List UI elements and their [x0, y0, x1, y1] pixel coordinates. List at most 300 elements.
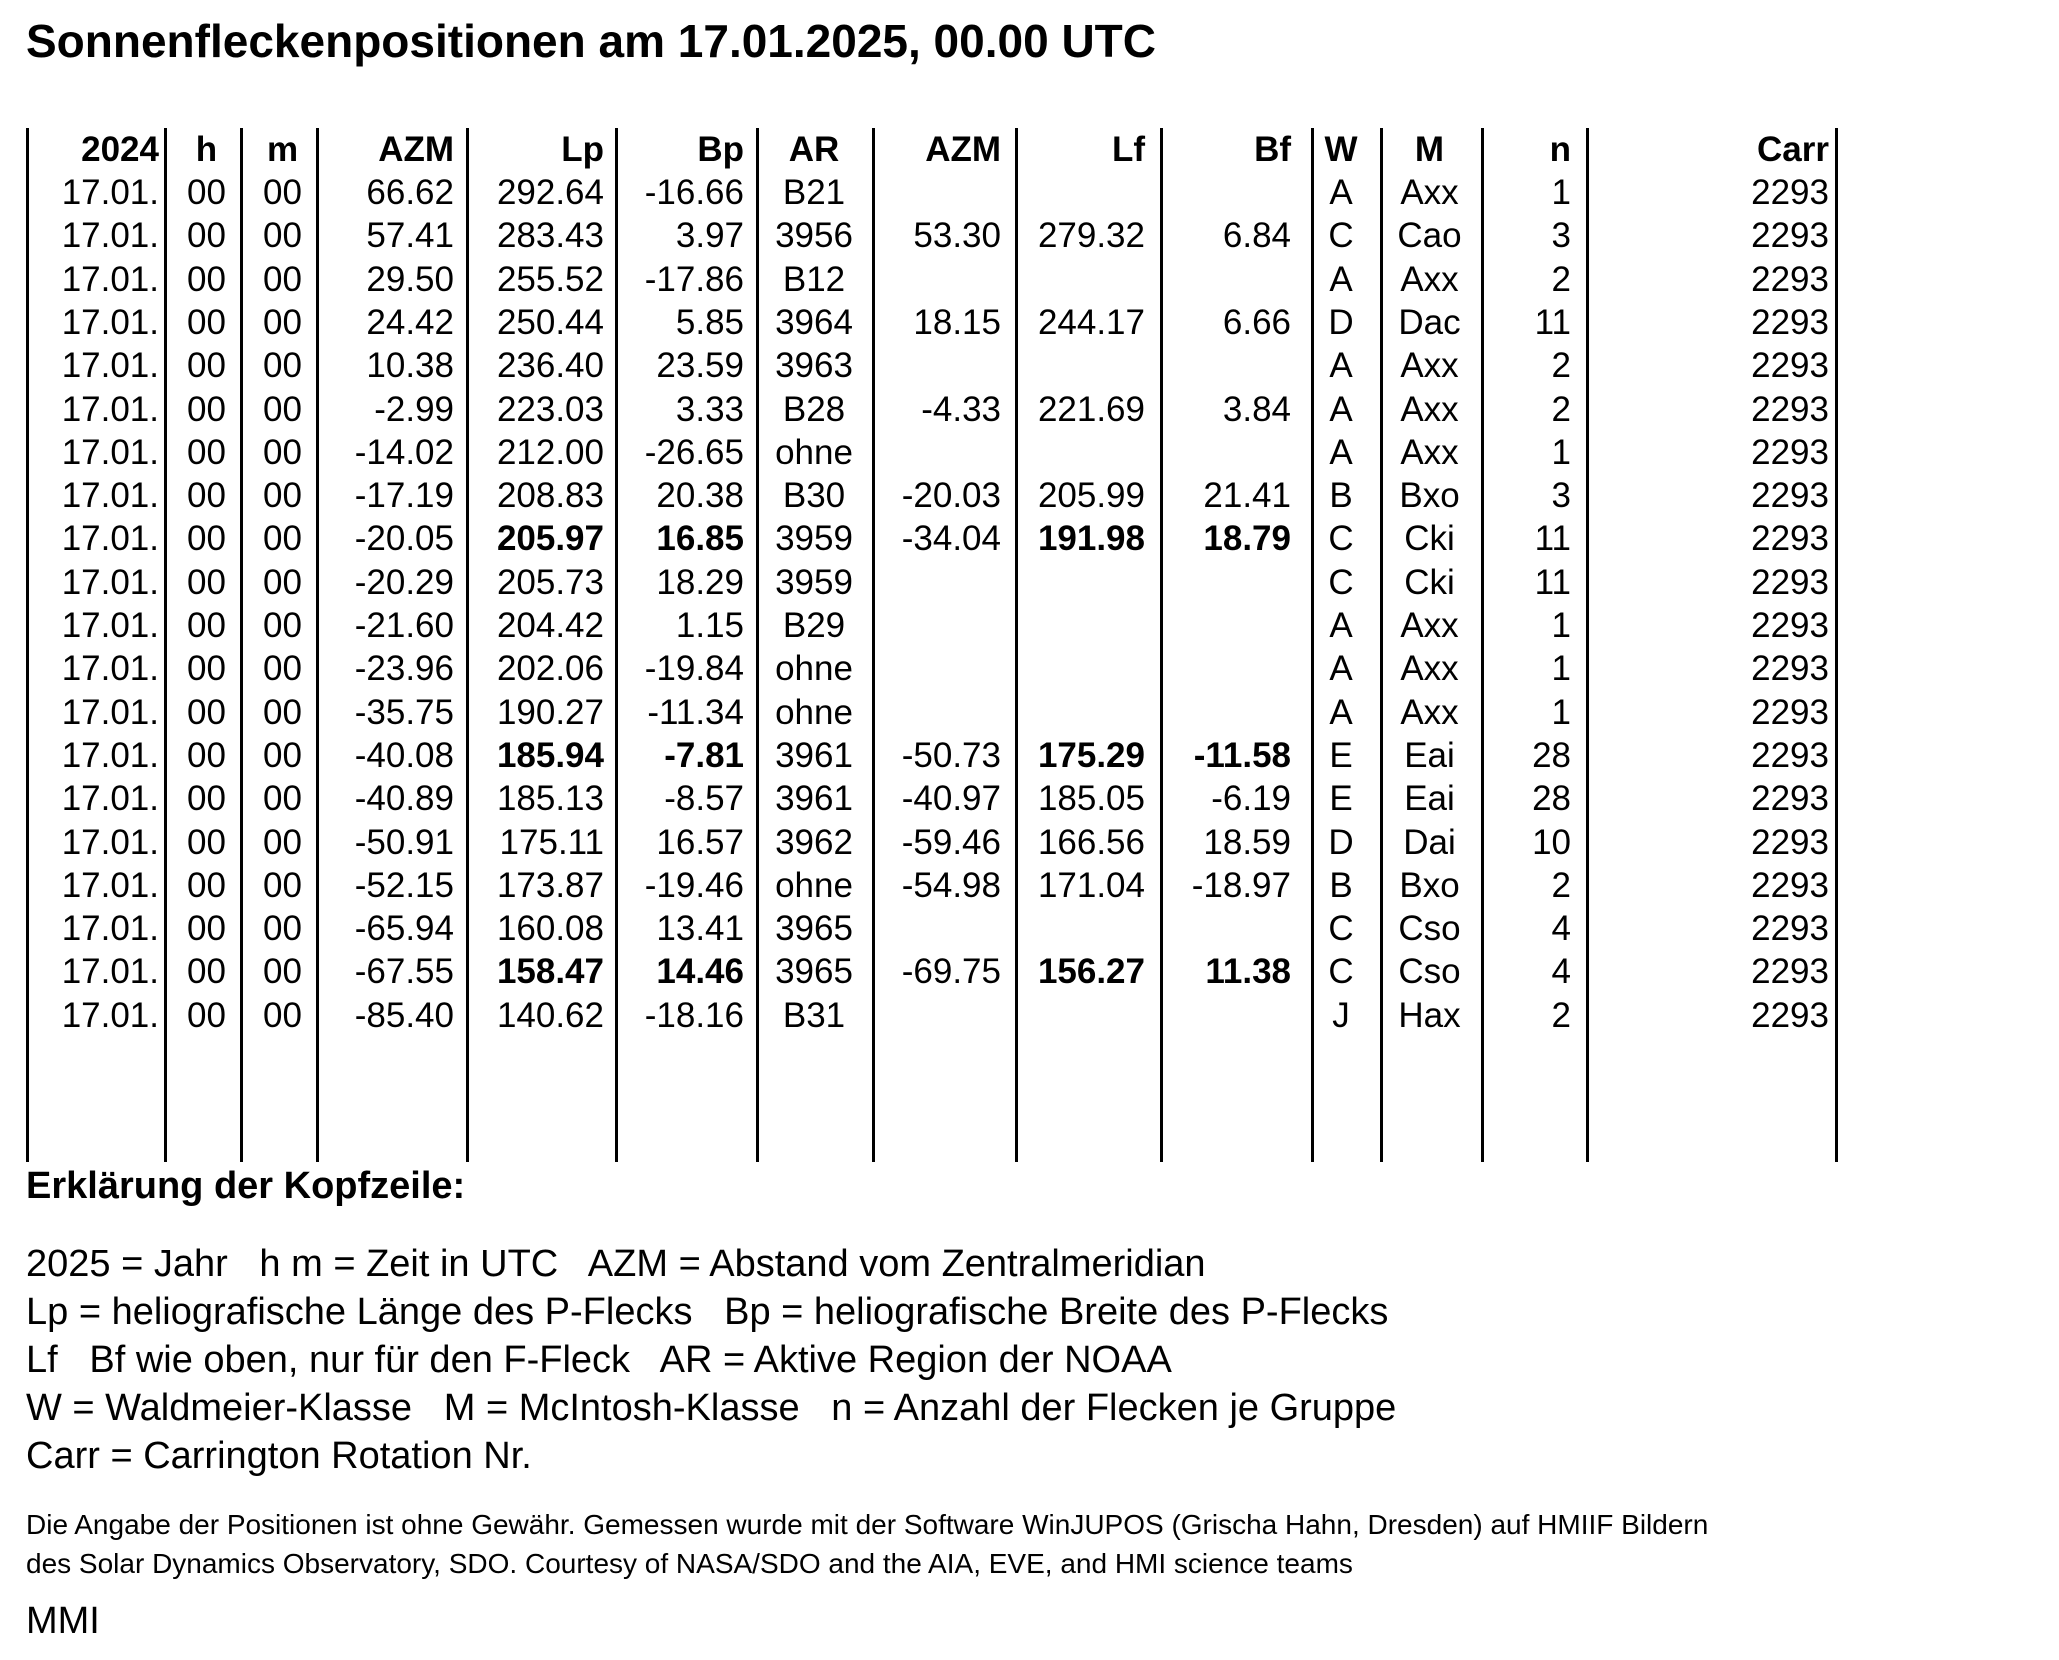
- table-cell: 2293: [1751, 735, 1829, 775]
- table-cell: 17.01.: [61, 952, 159, 992]
- table-cell: 00: [263, 259, 302, 299]
- table-cell: 00: [187, 909, 226, 949]
- table-row: [29, 950, 1847, 993]
- disclaimer-note: [26, 1505, 1708, 1583]
- table-cell: -20.03: [901, 476, 1001, 516]
- table-cell: 3: [1551, 476, 1571, 516]
- table-cell: 166.56: [1037, 822, 1145, 862]
- table-cell: 20.38: [656, 476, 744, 516]
- table-cell: 279.32: [1037, 216, 1145, 256]
- table-cell: 16.85: [656, 519, 744, 559]
- table-cell: [875, 258, 1001, 301]
- table-cell: Axx: [1400, 389, 1459, 429]
- table-cell: -2.99: [374, 389, 454, 429]
- table-cell: 2293: [1751, 692, 1829, 732]
- table-cell: 18.79: [1203, 519, 1291, 559]
- table-cell: -20.29: [354, 562, 454, 602]
- table-cell: Dai: [1403, 822, 1456, 862]
- table-cell: 00: [187, 562, 226, 602]
- table-cell: 223.03: [496, 389, 604, 429]
- legend-line: Lf Bf wie oben, nur für den F-Fleck AR = Aktive Region der NOAA: [26, 1339, 1172, 1381]
- table-cell: 208.83: [496, 476, 604, 516]
- table-cell: -16.66: [644, 173, 744, 212]
- note-line: des Solar Dynamics Observatory, SDO. Courtesy of NASA/SDO and the AIA, EVE, and HMI science teams: [26, 1548, 1353, 1579]
- table-cell: 16.57: [656, 822, 744, 862]
- table-cell: 2293: [1751, 822, 1829, 862]
- table-cell: 1: [1551, 432, 1571, 472]
- column-header: AZM: [925, 130, 1001, 169]
- table-cell: 2293: [1751, 562, 1829, 602]
- table-cell: 23.59: [656, 346, 744, 386]
- table-cell: [1019, 691, 1145, 734]
- table-cell: 00: [187, 692, 226, 732]
- sunspot-table: [26, 128, 1847, 1162]
- table-cell: 00: [187, 606, 226, 645]
- table-cell: 29.50: [366, 259, 454, 299]
- table-cell: 283.43: [496, 216, 604, 256]
- table-cell: 2293: [1751, 606, 1829, 645]
- table-cell: Axx: [1400, 173, 1459, 212]
- table-cell: Eai: [1404, 779, 1455, 819]
- table-cell: -52.15: [354, 865, 454, 905]
- table-cell: -8.57: [664, 779, 744, 819]
- table-cell: -40.97: [901, 779, 1001, 819]
- table-cell: 3962: [775, 822, 853, 862]
- table-cell: A: [1329, 606, 1353, 645]
- table-cell: [875, 344, 1001, 387]
- table-cell: 00: [263, 302, 302, 342]
- table-cell: -26.65: [644, 432, 744, 472]
- table-cell: 00: [263, 692, 302, 732]
- table-cell: 173.87: [496, 865, 604, 905]
- table-cell: 2: [1551, 259, 1571, 299]
- table-cell: -17.19: [354, 476, 454, 516]
- table-cell: [1019, 431, 1145, 474]
- table-cell: 2293: [1751, 519, 1829, 559]
- legend-title: Erklärung der Kopfzeile:: [26, 1165, 466, 1207]
- column-header: 2024: [81, 130, 159, 169]
- table-cell: -50.73: [901, 735, 1001, 775]
- table-cell: Cki: [1404, 519, 1455, 559]
- table-cell: [875, 431, 1001, 474]
- table-cell: Cki: [1404, 562, 1455, 602]
- table-row: [29, 777, 1847, 820]
- note-line: Die Angabe der Positionen ist ohne Gewähr. Gemessen wurde mit der Software WinJUPOS (Grischa Hahn, Dresden) auf HMIIF Bildern: [26, 1509, 1709, 1540]
- table-cell: 00: [187, 649, 226, 689]
- table-cell: 191.98: [1037, 519, 1145, 559]
- table-cell: 2: [1551, 995, 1571, 1035]
- table-cell: 00: [263, 173, 302, 212]
- table-cell: -19.84: [644, 649, 744, 689]
- table-cell: 00: [263, 779, 302, 819]
- table-cell: 185.94: [496, 735, 604, 775]
- column-header: n: [1549, 130, 1571, 169]
- table-cell: 158.47: [496, 952, 604, 992]
- table-cell: [875, 691, 1001, 734]
- table-cell: 2293: [1751, 995, 1829, 1035]
- table-cell: 3961: [775, 779, 853, 819]
- table-cell: 17.01.: [61, 302, 159, 342]
- table-cell: B28: [782, 389, 846, 429]
- table-cell: 00: [263, 735, 302, 775]
- table-cell: 11: [1534, 302, 1571, 342]
- table-cell: -21.60: [354, 606, 454, 645]
- table-cell: Cso: [1398, 909, 1461, 949]
- table-cell: 3.97: [675, 216, 744, 256]
- table-cell: 17.01.: [61, 606, 159, 645]
- table-cell: 00: [263, 822, 302, 862]
- table-cell: [875, 561, 1001, 604]
- table-cell: B: [1329, 476, 1353, 516]
- column-header: m: [266, 130, 299, 169]
- table-cell: [875, 171, 1001, 214]
- table-cell: 3961: [775, 735, 853, 775]
- table-cell: A: [1329, 259, 1353, 299]
- table-cell: C: [1328, 909, 1354, 949]
- table-cell: -40.08: [354, 735, 454, 775]
- table-cell: [875, 604, 1001, 647]
- table-cell: ohne: [775, 649, 853, 689]
- table-cell: -54.98: [901, 865, 1001, 905]
- table-cell: 00: [187, 779, 226, 819]
- table-cell: 00: [187, 822, 226, 862]
- table-cell: 175.29: [1037, 735, 1145, 775]
- table-cell: 3965: [775, 909, 853, 949]
- table-cell: 1: [1551, 692, 1571, 732]
- table-cell: 212.00: [496, 432, 604, 472]
- table-cell: C: [1328, 216, 1354, 256]
- table-cell: 236.40: [496, 346, 604, 386]
- table-cell: -6.19: [1211, 779, 1291, 819]
- table-row: [29, 821, 1847, 864]
- author-signature: MMI: [26, 1600, 100, 1642]
- table-cell: [1019, 647, 1145, 690]
- table-cell: -19.46: [644, 865, 744, 905]
- table-cell: [1164, 604, 1291, 647]
- table-cell: 6.66: [1222, 302, 1291, 342]
- table-cell: [1019, 561, 1145, 604]
- column-header: Carr: [1757, 130, 1829, 169]
- table-cell: 3959: [775, 562, 853, 602]
- table-cell: C: [1328, 952, 1354, 992]
- table-cell: B: [1329, 865, 1353, 905]
- table-cell: B12: [782, 259, 846, 299]
- table-cell: 292.64: [496, 173, 604, 212]
- column-header: Bf: [1254, 130, 1291, 169]
- column-header: AR: [788, 130, 840, 169]
- table-cell: 28: [1532, 779, 1571, 819]
- table-cell: 2293: [1751, 216, 1829, 256]
- table-cell: 1.15: [675, 606, 744, 645]
- table-cell: B31: [782, 995, 846, 1035]
- table-cell: D: [1328, 822, 1354, 862]
- table-cell: [1019, 258, 1145, 301]
- table-cell: -34.04: [901, 519, 1001, 559]
- table-cell: 57.41: [366, 216, 454, 256]
- table-cell: Dac: [1398, 302, 1461, 342]
- table-cell: 1: [1551, 173, 1571, 212]
- column-header: Lp: [561, 130, 604, 169]
- table-cell: 1: [1551, 649, 1571, 689]
- table-cell: D: [1328, 302, 1354, 342]
- table-cell: 6.84: [1222, 216, 1291, 256]
- table-cell: Axx: [1400, 432, 1459, 472]
- table-cell: 2: [1551, 346, 1571, 386]
- table-cell: 2293: [1751, 302, 1829, 342]
- table-cell: 00: [187, 865, 226, 905]
- table-cell: Cao: [1397, 216, 1462, 256]
- table-cell: 17.01.: [61, 735, 159, 775]
- table-cell: J: [1332, 995, 1350, 1035]
- table-cell: 202.06: [496, 649, 604, 689]
- legend-line: Carr = Carrington Rotation Nr.: [26, 1435, 532, 1477]
- table-cell: [1164, 647, 1291, 690]
- table-cell: 2: [1551, 389, 1571, 429]
- table-cell: [1164, 907, 1291, 950]
- page-title: Sonnenfleckenpositionen am 17.01.2025, 00.00 UTC: [26, 15, 1156, 67]
- table-cell: E: [1329, 779, 1353, 819]
- table-cell: 205.73: [496, 562, 604, 602]
- table-cell: 14.46: [656, 952, 744, 992]
- table-cell: 3: [1551, 216, 1571, 256]
- table-row: [29, 214, 1847, 257]
- table-cell: 140.62: [496, 995, 604, 1035]
- table-cell: 00: [263, 909, 302, 949]
- table-cell: -85.40: [354, 995, 454, 1035]
- table-cell: 00: [263, 476, 302, 516]
- table-row: [29, 431, 1847, 474]
- table-cell: 255.52: [496, 259, 604, 299]
- table-cell: Axx: [1400, 606, 1459, 645]
- legend-line: W = Waldmeier-Klasse M = McIntosh-Klasse n = Anzahl der Flecken je Gruppe: [26, 1387, 1397, 1429]
- table-cell: 00: [263, 952, 302, 992]
- table-row: [29, 561, 1847, 604]
- table-cell: -59.46: [901, 822, 1001, 862]
- table-cell: 00: [187, 173, 226, 212]
- table-cell: Bxo: [1399, 476, 1460, 516]
- table-cell: [1164, 258, 1291, 301]
- table-cell: [1164, 431, 1291, 474]
- table-row: [29, 691, 1847, 734]
- table-cell: 160.08: [496, 909, 604, 949]
- table-cell: C: [1328, 562, 1354, 602]
- table-cell: 00: [263, 649, 302, 689]
- table-cell: 00: [187, 432, 226, 472]
- table-cell: 2293: [1751, 389, 1829, 429]
- table-cell: 3965: [775, 952, 853, 992]
- table-cell: 17.01.: [61, 346, 159, 386]
- table-cell: [1019, 604, 1145, 647]
- table-cell: 156.27: [1037, 952, 1145, 992]
- table-cell: 10.38: [366, 346, 454, 386]
- table-cell: 00: [187, 952, 226, 992]
- table-cell: 3956: [775, 216, 853, 256]
- table-cell: 13.41: [656, 909, 744, 949]
- table-cell: 2293: [1751, 909, 1829, 949]
- table-cell: 53.30: [913, 216, 1001, 256]
- table-cell: E: [1329, 735, 1353, 775]
- table-cell: ohne: [775, 692, 853, 732]
- table-cell: 00: [263, 606, 302, 645]
- table-cell: 11: [1534, 562, 1571, 602]
- table-cell: 3964: [775, 302, 853, 342]
- table-row: [29, 994, 1847, 1037]
- table-header-row: [29, 128, 1847, 171]
- table-cell: [875, 647, 1001, 690]
- table-cell: 00: [187, 346, 226, 386]
- table-cell: 190.27: [496, 692, 604, 732]
- table-row: [29, 388, 1847, 431]
- legend: [26, 1240, 1396, 1480]
- table-cell: 2293: [1751, 779, 1829, 819]
- table-cell: 00: [263, 865, 302, 905]
- table-cell: -18.97: [1191, 865, 1291, 905]
- column-header: Bp: [697, 130, 744, 169]
- table-cell: 2293: [1751, 476, 1829, 516]
- table-cell: [1019, 344, 1145, 387]
- legend-line: Lp = heliografische Länge des P-Flecks Bp = heliografische Breite des P-Flecks: [26, 1291, 1389, 1333]
- table-cell: 00: [263, 432, 302, 472]
- table-cell: [1164, 171, 1291, 214]
- table-cell: 2: [1551, 865, 1571, 905]
- table-row: [29, 171, 1847, 214]
- table-cell: -17.86: [644, 259, 744, 299]
- table-cell: [1164, 691, 1291, 734]
- table-row: [29, 907, 1847, 950]
- table-row: [29, 647, 1847, 690]
- table-row: [29, 344, 1847, 387]
- table-cell: -40.89: [354, 779, 454, 819]
- table-row: [29, 258, 1847, 301]
- table-cell: 17.01.: [61, 432, 159, 472]
- table-cell: [875, 994, 1001, 1037]
- table-cell: 2293: [1751, 432, 1829, 472]
- table-cell: C: [1328, 519, 1354, 559]
- table-cell: [1019, 907, 1145, 950]
- table-cell: 17.01.: [61, 909, 159, 949]
- table-row: [29, 517, 1847, 560]
- table-cell: Hax: [1398, 995, 1461, 1035]
- table-cell: Eai: [1404, 735, 1455, 775]
- table-cell: 205.99: [1037, 476, 1145, 516]
- table-cell: 17.01.: [61, 562, 159, 602]
- table-cell: -35.75: [354, 692, 454, 732]
- table-cell: 10: [1532, 822, 1571, 862]
- table-cell: 4: [1551, 909, 1571, 949]
- table-cell: [1164, 561, 1291, 604]
- table-cell: 250.44: [496, 302, 604, 342]
- table-cell: 204.42: [496, 606, 604, 645]
- table-cell: A: [1329, 649, 1353, 689]
- table-cell: 3959: [775, 519, 853, 559]
- table-cell: 1: [1551, 606, 1571, 645]
- table-cell: A: [1329, 346, 1353, 386]
- table-cell: 2293: [1751, 259, 1829, 299]
- table-cell: 18.29: [656, 562, 744, 602]
- table-cell: B30: [782, 476, 846, 516]
- table-cell: Cso: [1398, 952, 1461, 992]
- table-cell: 00: [187, 735, 226, 775]
- table-cell: -18.16: [644, 995, 744, 1035]
- table-cell: Bxo: [1399, 865, 1460, 905]
- column-header: W: [1324, 130, 1358, 169]
- table-cell: 00: [263, 995, 302, 1035]
- table-cell: 00: [263, 562, 302, 602]
- table-cell: -11.58: [1193, 735, 1291, 775]
- table-cell: 17.01.: [61, 995, 159, 1035]
- table-cell: 3963: [775, 346, 853, 386]
- table-cell: Axx: [1400, 259, 1459, 299]
- table-cell: 00: [187, 302, 226, 342]
- table-cell: -50.91: [354, 822, 454, 862]
- table-cell: -23.96: [354, 649, 454, 689]
- column-header: Lf: [1111, 130, 1145, 169]
- table-cell: 00: [263, 346, 302, 386]
- table-cell: 11: [1534, 519, 1571, 559]
- table-cell: [1019, 171, 1145, 214]
- table-cell: 00: [263, 389, 302, 429]
- table-cell: -14.02: [354, 432, 454, 472]
- table-cell: 2293: [1751, 865, 1829, 905]
- table-cell: 17.01.: [61, 779, 159, 819]
- table-cell: 17.01.: [61, 519, 159, 559]
- table-row: [29, 864, 1847, 907]
- table-cell: 17.01.: [61, 865, 159, 905]
- table-row: [29, 604, 1847, 647]
- table-cell: Axx: [1400, 346, 1459, 386]
- table-cell: 244.17: [1037, 302, 1145, 342]
- table-cell: 66.62: [366, 173, 454, 212]
- table-cell: A: [1329, 692, 1353, 732]
- table-cell: -20.05: [354, 519, 454, 559]
- table-cell: [1019, 994, 1145, 1037]
- table-cell: Axx: [1400, 692, 1459, 732]
- table-cell: 28: [1532, 735, 1571, 775]
- legend-line: 2025 = Jahr h m = Zeit in UTC AZM = Abstand vom Zentralmeridian: [26, 1243, 1206, 1285]
- table-cell: 17.01.: [61, 216, 159, 256]
- table-cell: 2293: [1751, 173, 1829, 212]
- table-cell: 171.04: [1037, 865, 1145, 905]
- table-cell: ohne: [775, 432, 853, 472]
- table-cell: Axx: [1400, 649, 1459, 689]
- table-cell: B21: [782, 173, 846, 212]
- table-cell: -7.81: [664, 735, 744, 775]
- table-cell: 175.11: [499, 822, 604, 862]
- table-cell: 3.84: [1222, 389, 1291, 429]
- table-cell: ohne: [775, 865, 853, 905]
- table-cell: -65.94: [354, 909, 454, 949]
- table-cell: 00: [187, 389, 226, 429]
- table-cell: A: [1329, 173, 1353, 212]
- table-cell: B29: [782, 606, 846, 645]
- table-cell: 00: [187, 476, 226, 516]
- table-cell: 00: [187, 216, 226, 256]
- table-cell: -4.33: [921, 389, 1001, 429]
- table-cell: 21.41: [1203, 476, 1291, 516]
- table-cell: A: [1329, 432, 1353, 472]
- table-cell: 00: [263, 519, 302, 559]
- table-row: [29, 301, 1847, 344]
- table-cell: 24.42: [366, 302, 454, 342]
- table-cell: -67.55: [354, 952, 454, 992]
- table-cell: -69.75: [901, 952, 1001, 992]
- table-cell: 2293: [1751, 346, 1829, 386]
- table-cell: 205.97: [496, 519, 604, 559]
- column-header: AZM: [378, 130, 454, 169]
- table-cell: 17.01.: [61, 649, 159, 689]
- table-cell: 221.69: [1037, 389, 1145, 429]
- table-cell: 3.33: [675, 389, 744, 429]
